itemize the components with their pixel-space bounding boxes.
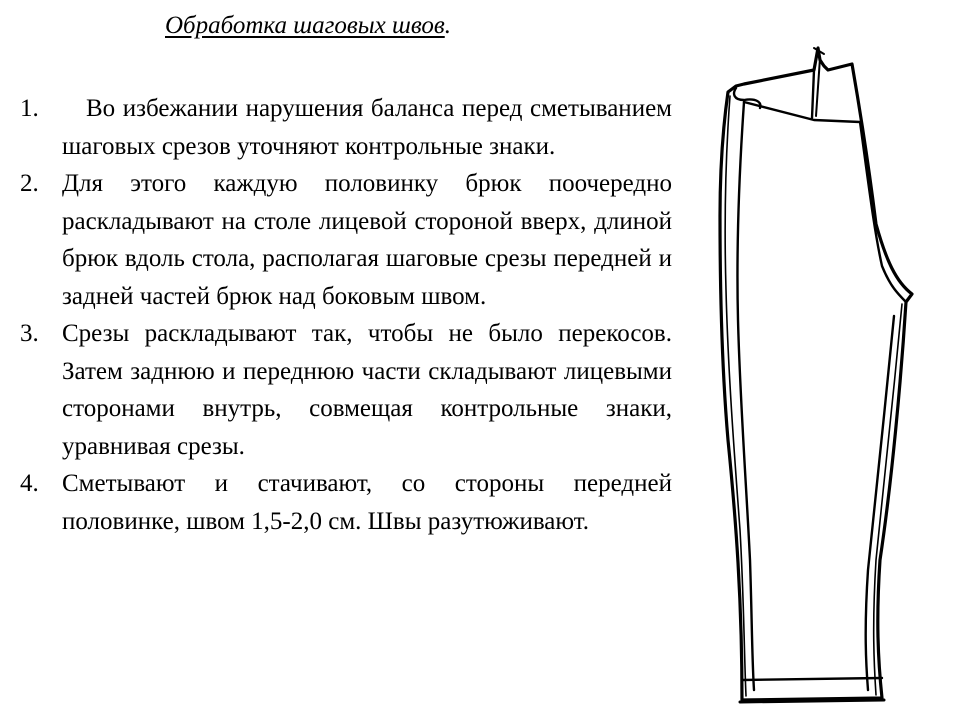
page-title-suffix: . bbox=[444, 12, 451, 39]
step-text: Во избежании нарушения баланса перед сметыванием шаговых срезов уточняют контрольные знаки. bbox=[62, 95, 672, 160]
step-number: 4. bbox=[20, 470, 39, 497]
trouser-leg-sketch-icon bbox=[696, 40, 936, 715]
step-item bbox=[20, 315, 672, 465]
step-number: 2. bbox=[20, 170, 39, 197]
step-number: 3. bbox=[20, 320, 39, 347]
step-number: 1. bbox=[20, 95, 39, 122]
step-text: Срезы раскладывают так, чтобы не было перекосов. Затем заднюю и переднюю части складывают лицевыми сторонами внутрь, совмещая контрольные знаки, уравнивая срезы. bbox=[62, 320, 672, 460]
page-title bbox=[165, 8, 451, 44]
steps-list bbox=[20, 90, 672, 540]
step-item bbox=[20, 165, 672, 315]
step-text: Для этого каждую половинку брюк поочередно раскладывают на столе лицевой стороной вверх, длиной брюк вдоль стола, располагая шаговые срезы передней и задней частей брюк над боковым швом. bbox=[62, 170, 672, 310]
step-item bbox=[20, 465, 672, 540]
page-title-main: Обработка шаговых швов bbox=[165, 12, 445, 39]
step-item bbox=[20, 90, 672, 165]
step-text: Сметывают и стачивают, со стороны передней половинке, швом 1,5-2,0 см. Швы разутюживают. bbox=[62, 470, 672, 535]
